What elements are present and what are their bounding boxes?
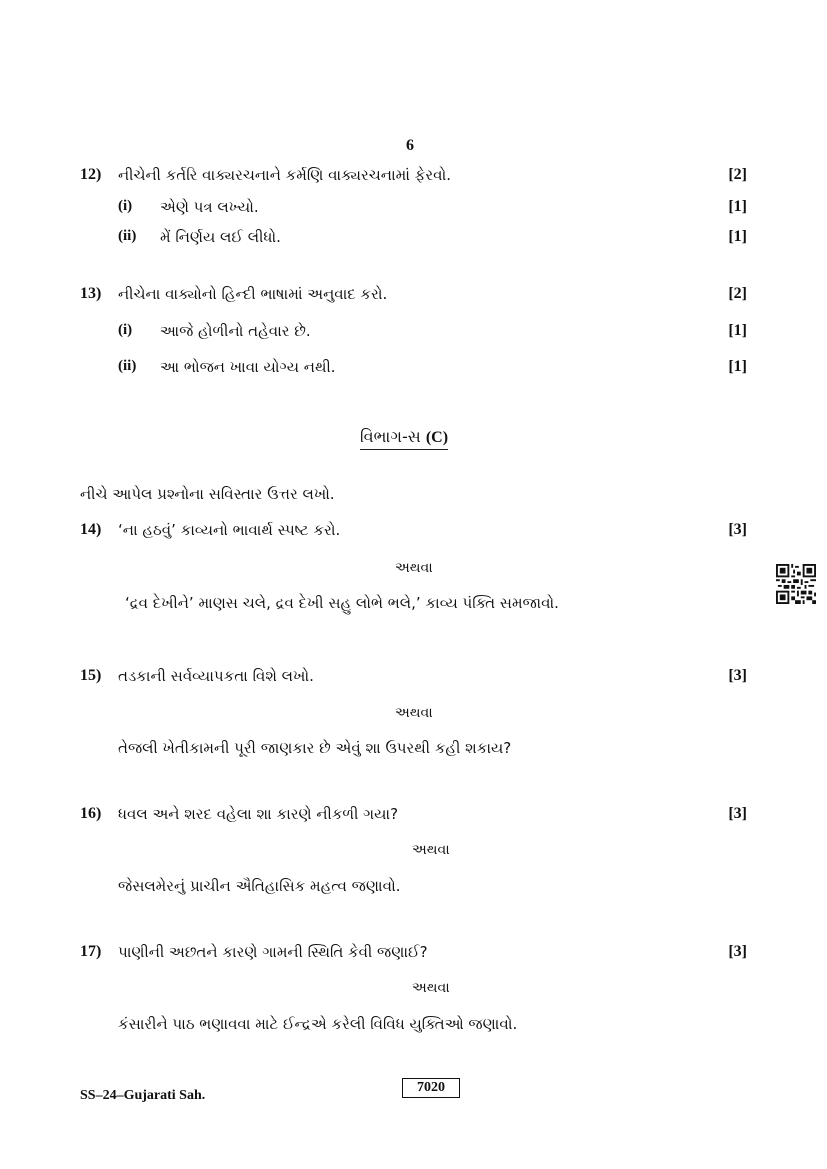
question-15-text: તડકાની સર્વવ્યાપકતા વિશે લખો. <box>118 667 314 685</box>
q12-sub-i-label: (i) <box>118 198 133 214</box>
q12-sub-ii-text: મેં નિર્ણય લઈ લીધો. <box>160 228 281 246</box>
question-14-text: ‘ના હઠવું’ કાવ્યનો ભાવાર્થ સ્પષ્ટ કરો. <box>118 521 341 539</box>
question-number-16: 16) <box>80 805 102 822</box>
question-15-marks: [3] <box>728 667 747 684</box>
q13-sub-ii-text: આ ભોજન ખાવા યોગ્ય નથી. <box>160 358 336 376</box>
qr-code-icon <box>776 564 816 604</box>
section-c-heading <box>360 427 448 450</box>
question-13-marks: [2] <box>728 285 747 302</box>
question-16-text: ધવલ અને શરદ વહેલા શા કારણે નીકળી ગયા? <box>118 805 399 823</box>
question-17-marks: [3] <box>728 943 747 960</box>
q13-sub-ii-marks: [1] <box>728 358 747 375</box>
question-12-marks: [2] <box>728 166 747 183</box>
q12-sub-ii-marks: [1] <box>728 228 747 245</box>
q12-sub-i-text: એણે પત્ર લખ્યો. <box>160 198 259 216</box>
question-12-text: નીચેની કર્તરિ વાક્યરચનાને કર્મણિ વાક્યરચનામાં ફેરવો. <box>118 166 451 184</box>
question-16-or: અથવા <box>412 842 450 858</box>
footer-paper-code: SS–24–Gujarati Sah. <box>80 1088 206 1103</box>
question-17-alternative: કંસારીને પાઠ ભણાવવા માટે ઈન્દ્રએ કરેલી વિવિધ યુક્તિઓ જણાવો. <box>118 1015 518 1033</box>
question-number-14: 14) <box>80 521 102 538</box>
q12-sub-i-marks: [1] <box>728 198 747 215</box>
q12-sub-ii-label: (ii) <box>118 228 137 244</box>
question-15-alternative: તેજલી ખેતીકામની પૂરી જાણકાર છે એવું શા ઉપરથી કહી શકાય? <box>118 739 512 757</box>
question-16-marks: [3] <box>728 805 747 822</box>
section-c-title: વિભાગ-સ <box>360 427 421 446</box>
question-15-or: અથવા <box>395 705 433 721</box>
question-number-12: 12) <box>80 166 102 183</box>
question-16-alternative: જેસલમેરનું પ્રાચીન ઐતિહાસિક મહત્વ જણાવો. <box>118 877 401 895</box>
section-instruction: નીચે આપેલ પ્રશ્નોના સવિસ્તાર ઉત્તર લખો. <box>80 485 335 503</box>
question-17-text: પાણીની અછતને કારણે ગામની સ્થિતિ કેવી જણાઈ? <box>118 943 428 961</box>
q13-sub-i-text: આજે હોળીનો તહેવાર છે. <box>160 322 311 340</box>
question-14-marks: [3] <box>728 521 747 538</box>
question-14-or: અથવા <box>395 560 433 576</box>
question-14-alternative: ‘દ્રવ દેખીને’ માણસ ચલે, દ્રવ દેખી સહુ લોભે ભલે,’ કાવ્ય પંક્તિ સમજાવો. <box>125 594 559 612</box>
question-number-17: 17) <box>80 943 102 960</box>
question-number-13: 13) <box>80 285 102 302</box>
question-number-15: 15) <box>80 667 102 684</box>
q13-sub-ii-label: (ii) <box>118 358 137 374</box>
question-17-or: અથવા <box>412 980 450 996</box>
q13-sub-i-marks: [1] <box>728 322 747 339</box>
footer-number-box: 7020 <box>402 1078 460 1098</box>
page-number: 6 <box>406 137 414 154</box>
question-13-text: નીચેના વાક્યોનો હિન્દી ભાષામાં અનુવાદ કરો. <box>118 285 388 303</box>
q13-sub-i-label: (i) <box>118 322 133 338</box>
section-c-code: (C) <box>425 429 449 446</box>
